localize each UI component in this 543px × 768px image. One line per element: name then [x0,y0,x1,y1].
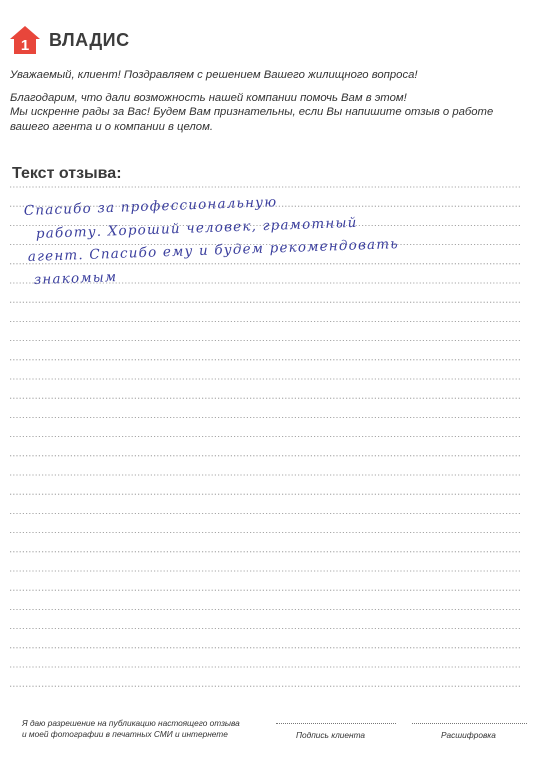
decoding-label: Расшифровка [441,730,496,740]
brand-name: ВЛАДИС [49,29,130,50]
handwritten-line-4: знакомым [33,269,118,288]
house-icon [9,25,41,55]
handwritten-line-2: работу. Хороший человек, грамотный [35,214,358,242]
intro-line-2: Мы искренне рады за Вас! Будем Вам признательны, если Вы напишите отзыв о работе [10,106,494,118]
review-title: Текст отзыва: [12,165,122,182]
handwritten-line-1: Спасибо за профессиональную [23,194,278,219]
consent-line-1: Я даю разрешение на публикацию настоящего отзыва [22,718,240,728]
logo-digit: 1 [20,37,30,54]
brand-logo [9,25,130,55]
handwritten-line-3: агент. Спасибо ему и будем рекомендовать [27,236,400,265]
consent-line-2: и моей фотографии в печатных СМИ и интернете [22,729,228,739]
intro-line-3: вашего агента и о компании в целом. [10,120,213,133]
consent-text [22,718,272,740]
decoding-line [412,723,527,724]
signature-line [276,723,396,724]
intro-text [10,68,510,134]
signature-label: Подпись клиента [296,730,366,740]
intro-line-1: Благодарим, что дали возможность нашей компании помочь Вам в этом! [10,91,407,104]
greeting: Уважаемый, клиент! Поздравляем с решением Вашего жилищного вопроса! [10,69,418,81]
